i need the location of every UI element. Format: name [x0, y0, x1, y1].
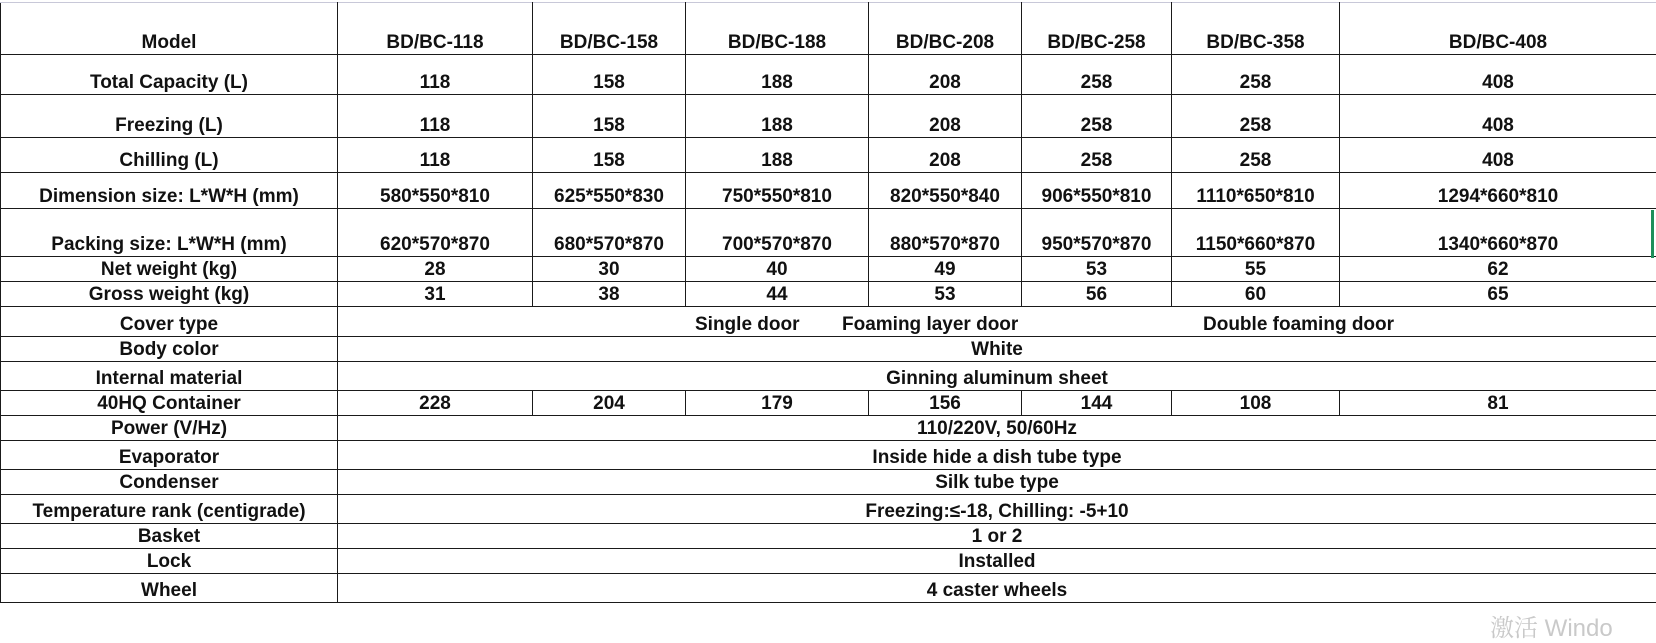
- table-cell: 820*550*840: [869, 173, 1022, 209]
- row-label: Temperature rank (centigrade): [1, 495, 338, 524]
- table-cell: 188: [686, 55, 869, 95]
- table-row: [1, 55, 1656, 95]
- table-cell: 950*570*870: [1022, 209, 1172, 257]
- table-cell: 108: [1172, 391, 1340, 416]
- row-label: Packing size: L*W*H (mm): [1, 209, 338, 257]
- header-cell: BD/BC-408: [1340, 3, 1656, 55]
- table-cell: 258: [1022, 138, 1172, 173]
- row-label: Total Capacity (L): [1, 55, 338, 95]
- header-cell: BD/BC-118: [338, 3, 533, 55]
- table-cell: 38: [533, 282, 686, 307]
- header-cell: BD/BC-188: [686, 3, 869, 55]
- table-cell: 258: [1172, 95, 1340, 138]
- table-cell: 208: [869, 55, 1022, 95]
- table-cell: 188: [686, 138, 869, 173]
- table-row: [1, 337, 1656, 362]
- table-cell: 118: [338, 55, 533, 95]
- table-cell: 258: [1172, 138, 1340, 173]
- table-row: [1, 470, 1656, 495]
- header-row: [1, 3, 1656, 55]
- table-cell: 156: [869, 391, 1022, 416]
- row-label: Dimension size: L*W*H (mm): [1, 173, 338, 209]
- table-cell: 1150*660*870: [1172, 209, 1340, 257]
- table-cell: 188: [686, 95, 869, 138]
- table-cell-merged: Silk tube type: [338, 470, 1656, 495]
- table-cell: 1294*660*810: [1340, 173, 1656, 209]
- table-cell: 44: [686, 282, 869, 307]
- table-cell: 580*550*810: [338, 173, 533, 209]
- table-cell: 620*570*870: [338, 209, 533, 257]
- table-cell: 1110*650*810: [1172, 173, 1340, 209]
- table-cell: 258: [1172, 55, 1340, 95]
- table-row: [1, 138, 1656, 173]
- table-cell: 28: [338, 257, 533, 282]
- table-row: [1, 549, 1656, 574]
- table-cell: 53: [1022, 257, 1172, 282]
- table-cell: 60: [1172, 282, 1340, 307]
- table-cell: 179: [686, 391, 869, 416]
- row-label: Wheel: [1, 574, 338, 603]
- table-cell: 118: [338, 95, 533, 138]
- header-cell: Model: [1, 3, 338, 55]
- table-row: [1, 441, 1656, 470]
- table-cell-merged: [338, 307, 1656, 337]
- table-cell-merged: Installed: [338, 549, 1656, 574]
- table-cell: 680*570*870: [533, 209, 686, 257]
- row-label: Chilling (L): [1, 138, 338, 173]
- row-label: Gross weight (kg): [1, 282, 338, 307]
- table-cell: 880*570*870: [869, 209, 1022, 257]
- table-row: [1, 416, 1656, 441]
- table-cell: 408: [1340, 138, 1656, 173]
- sheet-edge-marker: [1651, 210, 1654, 258]
- table-cell: 750*550*810: [686, 173, 869, 209]
- table-cell: 158: [533, 55, 686, 95]
- header-cell: BD/BC-258: [1022, 3, 1172, 55]
- table-row: [1, 362, 1656, 391]
- cover-type-options: [338, 313, 1656, 335]
- row-label: Power (V/Hz): [1, 416, 338, 441]
- table-cell: 700*570*870: [686, 209, 869, 257]
- table-cell-merged: 4 caster wheels: [338, 574, 1656, 603]
- table-row: [1, 173, 1656, 209]
- cover-option: Single door: [695, 315, 800, 335]
- table-cell-merged: 110/220V, 50/60Hz: [338, 416, 1656, 441]
- table-cell: 31: [338, 282, 533, 307]
- table-row: [1, 257, 1656, 282]
- table-cell: 408: [1340, 95, 1656, 138]
- table-cell: 144: [1022, 391, 1172, 416]
- table-cell: 158: [533, 138, 686, 173]
- table-cell: 258: [1022, 95, 1172, 138]
- table-cell-merged: Ginning aluminum sheet: [338, 362, 1656, 391]
- activation-watermark: 激活 Windo: [1490, 608, 1613, 643]
- table-cell: 30: [533, 257, 686, 282]
- table-cell: 158: [533, 95, 686, 138]
- header-cell: BD/BC-208: [869, 3, 1022, 55]
- row-label: 40HQ Container: [1, 391, 338, 416]
- table-cell: 208: [869, 138, 1022, 173]
- table-row: [1, 307, 1656, 337]
- spec-table: [0, 2, 1656, 603]
- cover-option: Foaming layer door: [842, 315, 1018, 335]
- table-row: [1, 524, 1656, 549]
- table-cell-merged: 1 or 2: [338, 524, 1656, 549]
- table-cell-merged: Freezing:≤-18, Chilling: -5+10: [338, 495, 1656, 524]
- table-cell: 228: [338, 391, 533, 416]
- row-label: Freezing (L): [1, 95, 338, 138]
- table-cell: 62: [1340, 257, 1656, 282]
- header-cell: BD/BC-158: [533, 3, 686, 55]
- table-row: [1, 574, 1656, 603]
- table-cell: 258: [1022, 55, 1172, 95]
- header-cell: BD/BC-358: [1172, 3, 1340, 55]
- table-cell: 65: [1340, 282, 1656, 307]
- table-row: [1, 391, 1656, 416]
- table-cell: 906*550*810: [1022, 173, 1172, 209]
- cover-option: Double foaming door: [1203, 315, 1394, 335]
- table-cell: 208: [869, 95, 1022, 138]
- table-cell: 625*550*830: [533, 173, 686, 209]
- table-cell: 204: [533, 391, 686, 416]
- table-cell: 56: [1022, 282, 1172, 307]
- row-label: Net weight (kg): [1, 257, 338, 282]
- table-cell: 408: [1340, 55, 1656, 95]
- row-label: Condenser: [1, 470, 338, 495]
- row-label: Lock: [1, 549, 338, 574]
- row-label: Evaporator: [1, 441, 338, 470]
- table-row: [1, 282, 1656, 307]
- table-cell: 55: [1172, 257, 1340, 282]
- table-cell: 49: [869, 257, 1022, 282]
- table-cell: 53: [869, 282, 1022, 307]
- table-cell: 1340*660*870: [1340, 209, 1656, 257]
- table-cell-merged: Inside hide a dish tube type: [338, 441, 1656, 470]
- table-cell: 118: [338, 138, 533, 173]
- table-row: [1, 95, 1656, 138]
- row-label: Body color: [1, 337, 338, 362]
- table-row: [1, 495, 1656, 524]
- row-label: Basket: [1, 524, 338, 549]
- row-label: Cover type: [1, 307, 338, 337]
- table-cell: 81: [1340, 391, 1656, 416]
- table-row: [1, 209, 1656, 257]
- table-cell-merged: White: [338, 337, 1656, 362]
- row-label: Internal material: [1, 362, 338, 391]
- table-cell: 40: [686, 257, 869, 282]
